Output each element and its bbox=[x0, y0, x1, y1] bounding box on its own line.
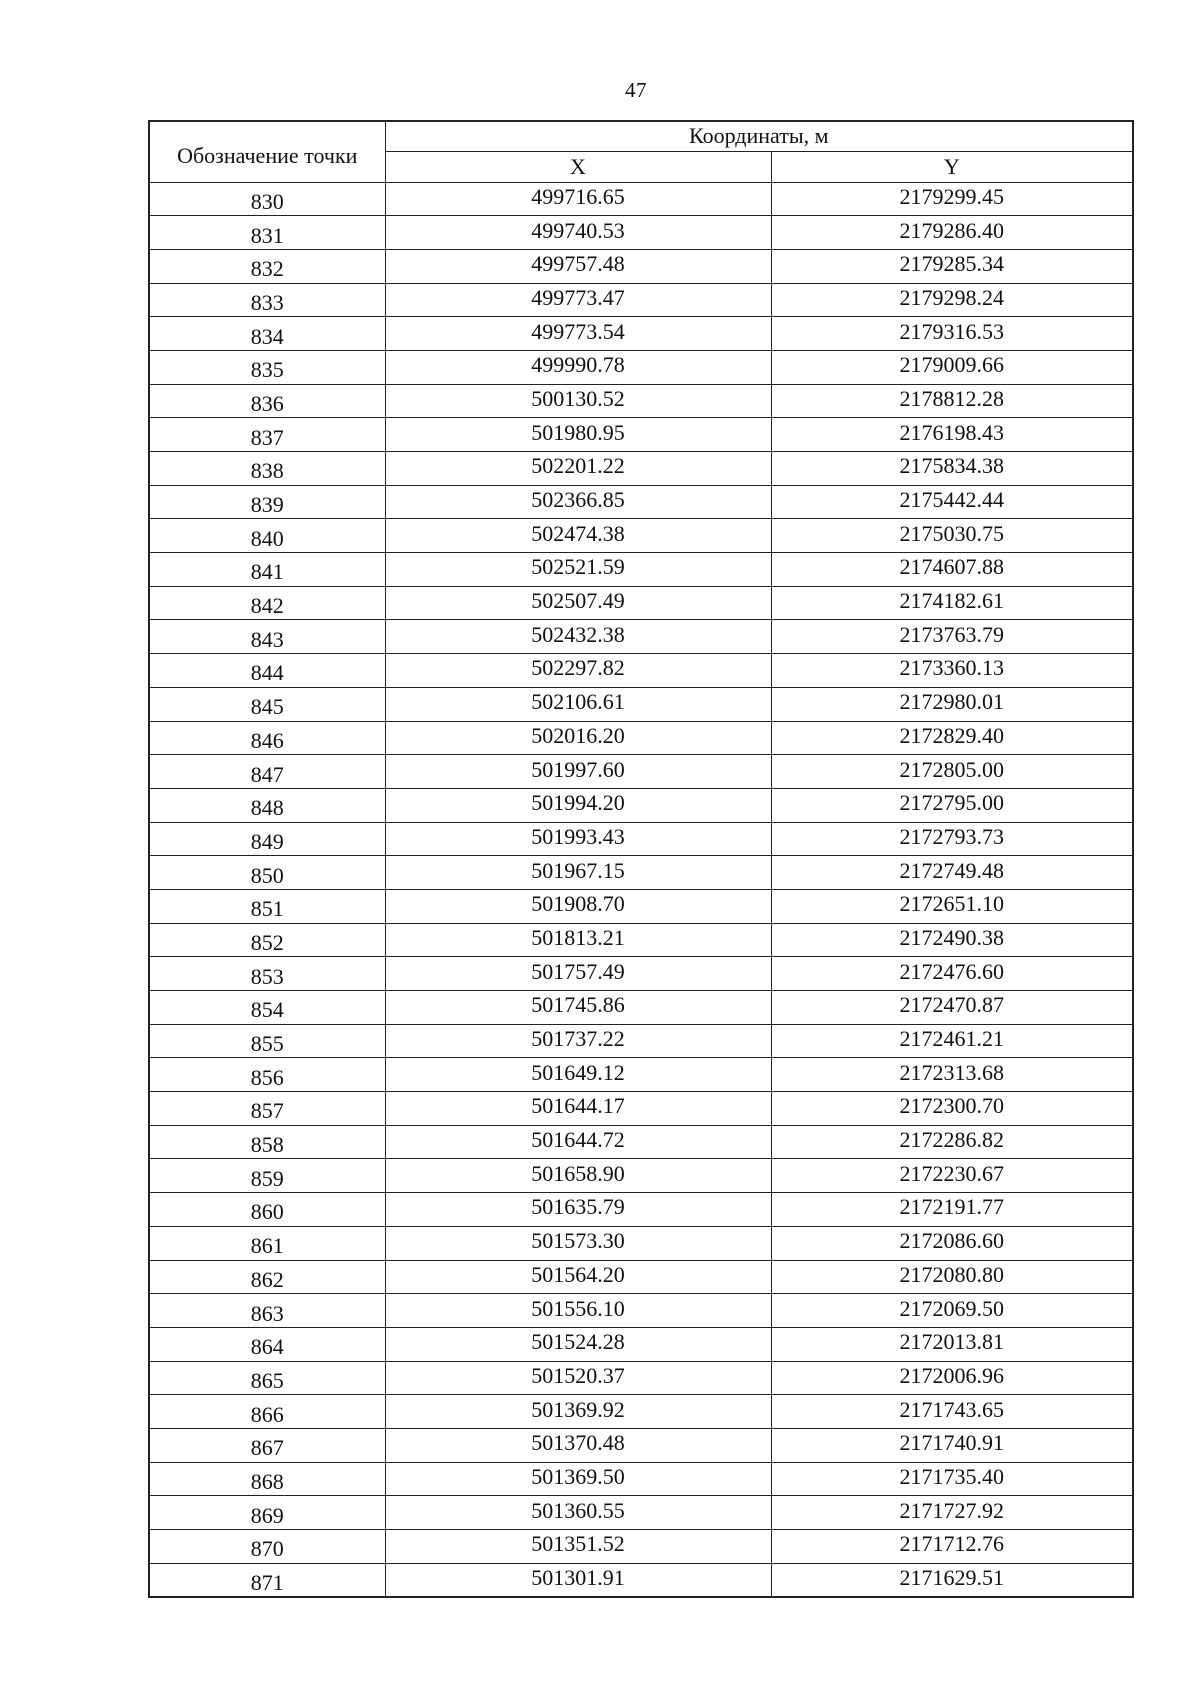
y-cell: 2173763.79 bbox=[771, 620, 1133, 654]
x-cell: 499740.53 bbox=[385, 216, 771, 250]
y-cell: 2172080.80 bbox=[771, 1260, 1133, 1294]
point-cell: 842 bbox=[149, 586, 385, 620]
y-cell: 2179299.45 bbox=[771, 182, 1133, 216]
x-cell: 501524.28 bbox=[385, 1327, 771, 1361]
point-cell: 860 bbox=[149, 1193, 385, 1227]
x-cell: 501813.21 bbox=[385, 923, 771, 957]
y-cell: 2172470.87 bbox=[771, 991, 1133, 1025]
table-row bbox=[149, 350, 1133, 384]
point-cell: 845 bbox=[149, 687, 385, 721]
x-cell: 501369.92 bbox=[385, 1395, 771, 1429]
x-cell: 502106.61 bbox=[385, 687, 771, 721]
x-cell: 501644.72 bbox=[385, 1125, 771, 1159]
point-cell: 836 bbox=[149, 384, 385, 418]
table-row bbox=[149, 216, 1133, 250]
table-row bbox=[149, 283, 1133, 317]
point-cell: 843 bbox=[149, 620, 385, 654]
point-cell: 831 bbox=[149, 216, 385, 250]
table-row bbox=[149, 991, 1133, 1025]
x-cell: 501908.70 bbox=[385, 889, 771, 923]
point-cell: 834 bbox=[149, 317, 385, 351]
page-number: 47 bbox=[625, 78, 647, 102]
x-cell: 502016.20 bbox=[385, 721, 771, 755]
y-cell: 2174607.88 bbox=[771, 553, 1133, 587]
point-cell: 868 bbox=[149, 1462, 385, 1496]
table-row bbox=[149, 889, 1133, 923]
point-cell: 832 bbox=[149, 249, 385, 283]
x-cell: 499773.47 bbox=[385, 283, 771, 317]
y-cell: 2172191.77 bbox=[771, 1193, 1133, 1227]
table-row bbox=[149, 1260, 1133, 1294]
y-cell: 2172980.01 bbox=[771, 687, 1133, 721]
y-cell: 2172086.60 bbox=[771, 1226, 1133, 1260]
table-row bbox=[149, 1058, 1133, 1092]
x-cell: 501980.95 bbox=[385, 418, 771, 452]
x-cell: 501967.15 bbox=[385, 856, 771, 890]
y-cell: 2179286.40 bbox=[771, 216, 1133, 250]
y-cell: 2176198.43 bbox=[771, 418, 1133, 452]
point-cell: 849 bbox=[149, 822, 385, 856]
x-cell: 501564.20 bbox=[385, 1260, 771, 1294]
point-cell: 840 bbox=[149, 519, 385, 553]
table-row bbox=[149, 1395, 1133, 1429]
y-cell: 2172230.67 bbox=[771, 1159, 1133, 1193]
table-row bbox=[149, 1462, 1133, 1496]
table-row bbox=[149, 923, 1133, 957]
x-cell: 501997.60 bbox=[385, 755, 771, 789]
table-row bbox=[149, 654, 1133, 688]
y-cell: 2175030.75 bbox=[771, 519, 1133, 553]
y-cell: 2179009.66 bbox=[771, 350, 1133, 384]
point-cell: 837 bbox=[149, 418, 385, 452]
x-cell: 502521.59 bbox=[385, 553, 771, 587]
x-cell: 501301.91 bbox=[385, 1563, 771, 1597]
point-cell: 869 bbox=[149, 1496, 385, 1530]
table-row bbox=[149, 1327, 1133, 1361]
x-cell: 502366.85 bbox=[385, 485, 771, 519]
y-cell: 2179298.24 bbox=[771, 283, 1133, 317]
table-row bbox=[149, 957, 1133, 991]
y-cell: 2172069.50 bbox=[771, 1294, 1133, 1328]
x-cell: 501993.43 bbox=[385, 822, 771, 856]
y-cell: 2174182.61 bbox=[771, 586, 1133, 620]
table-row bbox=[149, 1294, 1133, 1328]
table-row bbox=[149, 249, 1133, 283]
point-cell: 846 bbox=[149, 721, 385, 755]
y-cell: 2172013.81 bbox=[771, 1327, 1133, 1361]
table-row bbox=[149, 519, 1133, 553]
point-cell: 867 bbox=[149, 1428, 385, 1462]
y-cell: 2171740.91 bbox=[771, 1428, 1133, 1462]
table-row bbox=[149, 1193, 1133, 1227]
x-cell: 501658.90 bbox=[385, 1159, 771, 1193]
y-cell: 2178812.28 bbox=[771, 384, 1133, 418]
y-cell: 2172805.00 bbox=[771, 755, 1133, 789]
table-row bbox=[149, 1159, 1133, 1193]
table-row bbox=[149, 586, 1133, 620]
coordinates-header: Координаты, м bbox=[385, 121, 1133, 151]
table-row bbox=[149, 317, 1133, 351]
x-cell: 501994.20 bbox=[385, 788, 771, 822]
point-cell: 870 bbox=[149, 1530, 385, 1564]
table-row bbox=[149, 1092, 1133, 1126]
x-cell: 502432.38 bbox=[385, 620, 771, 654]
y-cell: 2171712.76 bbox=[771, 1530, 1133, 1564]
point-cell: 833 bbox=[149, 283, 385, 317]
point-cell: 859 bbox=[149, 1159, 385, 1193]
point-designation-header: Обозначение точки bbox=[149, 121, 385, 182]
y-cell: 2172313.68 bbox=[771, 1058, 1133, 1092]
table-row bbox=[149, 620, 1133, 654]
y-cell: 2179285.34 bbox=[771, 249, 1133, 283]
point-cell: 863 bbox=[149, 1294, 385, 1328]
table-row bbox=[149, 788, 1133, 822]
point-cell: 852 bbox=[149, 923, 385, 957]
point-cell: 858 bbox=[149, 1125, 385, 1159]
table-row bbox=[149, 1226, 1133, 1260]
table-row bbox=[149, 1496, 1133, 1530]
point-cell: 855 bbox=[149, 1024, 385, 1058]
coordinates-table bbox=[148, 120, 1134, 1598]
point-cell: 871 bbox=[149, 1563, 385, 1597]
y-cell: 2172300.70 bbox=[771, 1092, 1133, 1126]
table-row bbox=[149, 1428, 1133, 1462]
x-cell: 501745.86 bbox=[385, 991, 771, 1025]
x-cell: 501360.55 bbox=[385, 1496, 771, 1530]
x-cell: 499990.78 bbox=[385, 350, 771, 384]
y-cell: 2172286.82 bbox=[771, 1125, 1133, 1159]
x-cell: 501556.10 bbox=[385, 1294, 771, 1328]
point-cell: 861 bbox=[149, 1226, 385, 1260]
table-row bbox=[149, 1563, 1133, 1597]
y-cell: 2172461.21 bbox=[771, 1024, 1133, 1058]
table-row bbox=[149, 856, 1133, 890]
table-row bbox=[149, 1024, 1133, 1058]
x-cell: 501635.79 bbox=[385, 1193, 771, 1227]
x-cell: 501351.52 bbox=[385, 1530, 771, 1564]
table-row bbox=[149, 182, 1133, 216]
table-row bbox=[149, 721, 1133, 755]
x-cell: 500130.52 bbox=[385, 384, 771, 418]
point-cell: 866 bbox=[149, 1395, 385, 1429]
x-cell: 501757.49 bbox=[385, 957, 771, 991]
y-cell: 2172490.38 bbox=[771, 923, 1133, 957]
x-cell: 501370.48 bbox=[385, 1428, 771, 1462]
point-cell: 841 bbox=[149, 553, 385, 587]
y-cell: 2179316.53 bbox=[771, 317, 1133, 351]
point-cell: 865 bbox=[149, 1361, 385, 1395]
y-cell: 2171727.92 bbox=[771, 1496, 1133, 1530]
point-cell: 838 bbox=[149, 452, 385, 486]
table-row bbox=[149, 452, 1133, 486]
y-cell: 2173360.13 bbox=[771, 654, 1133, 688]
y-cell: 2172795.00 bbox=[771, 788, 1133, 822]
y-cell: 2171743.65 bbox=[771, 1395, 1133, 1429]
table-row bbox=[149, 553, 1133, 587]
y-cell: 2172476.60 bbox=[771, 957, 1133, 991]
x-cell: 501369.50 bbox=[385, 1462, 771, 1496]
x-column-header: X bbox=[385, 151, 771, 182]
y-cell: 2175442.44 bbox=[771, 485, 1133, 519]
point-cell: 844 bbox=[149, 654, 385, 688]
y-cell: 2172651.10 bbox=[771, 889, 1133, 923]
y-cell: 2171735.40 bbox=[771, 1462, 1133, 1496]
x-cell: 501649.12 bbox=[385, 1058, 771, 1092]
y-cell: 2172793.73 bbox=[771, 822, 1133, 856]
x-cell: 502297.82 bbox=[385, 654, 771, 688]
x-cell: 502201.22 bbox=[385, 452, 771, 486]
point-cell: 851 bbox=[149, 889, 385, 923]
table-body bbox=[149, 182, 1133, 1597]
x-cell: 499716.65 bbox=[385, 182, 771, 216]
table-row bbox=[149, 384, 1133, 418]
table-row bbox=[149, 687, 1133, 721]
point-cell: 862 bbox=[149, 1260, 385, 1294]
table-row bbox=[149, 1530, 1133, 1564]
point-cell: 847 bbox=[149, 755, 385, 789]
table-row bbox=[149, 1361, 1133, 1395]
point-cell: 835 bbox=[149, 350, 385, 384]
x-cell: 502474.38 bbox=[385, 519, 771, 553]
x-cell: 502507.49 bbox=[385, 586, 771, 620]
point-cell: 864 bbox=[149, 1327, 385, 1361]
y-cell: 2171629.51 bbox=[771, 1563, 1133, 1597]
table-row bbox=[149, 485, 1133, 519]
x-cell: 501573.30 bbox=[385, 1226, 771, 1260]
x-cell: 501520.37 bbox=[385, 1361, 771, 1395]
point-cell: 848 bbox=[149, 788, 385, 822]
point-cell: 839 bbox=[149, 485, 385, 519]
table-row bbox=[149, 755, 1133, 789]
y-cell: 2172829.40 bbox=[771, 721, 1133, 755]
x-cell: 499773.54 bbox=[385, 317, 771, 351]
point-cell: 850 bbox=[149, 856, 385, 890]
y-cell: 2172006.96 bbox=[771, 1361, 1133, 1395]
table-row bbox=[149, 822, 1133, 856]
x-cell: 499757.48 bbox=[385, 249, 771, 283]
y-cell: 2172749.48 bbox=[771, 856, 1133, 890]
point-cell: 857 bbox=[149, 1092, 385, 1126]
x-cell: 501737.22 bbox=[385, 1024, 771, 1058]
table-row bbox=[149, 1125, 1133, 1159]
y-cell: 2175834.38 bbox=[771, 452, 1133, 486]
x-cell: 501644.17 bbox=[385, 1092, 771, 1126]
y-column-header: Y bbox=[771, 151, 1133, 182]
point-cell: 830 bbox=[149, 182, 385, 216]
table-row bbox=[149, 418, 1133, 452]
point-cell: 854 bbox=[149, 991, 385, 1025]
point-cell: 856 bbox=[149, 1058, 385, 1092]
point-cell: 853 bbox=[149, 957, 385, 991]
